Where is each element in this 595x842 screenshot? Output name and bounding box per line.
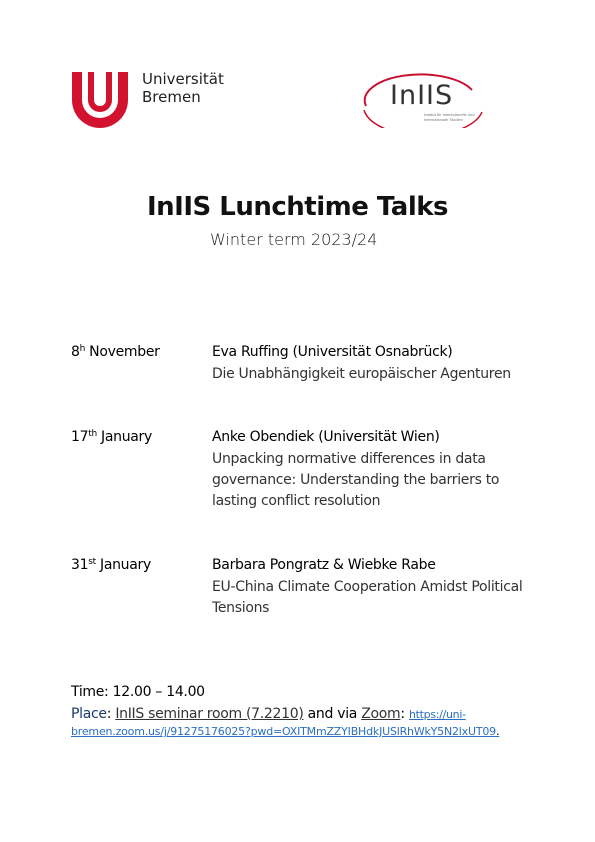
place-info: Place: InIIS seminar room (7.2210) and via Zoom: https://uni- (71, 706, 466, 722)
talk-date: 17th January (71, 429, 152, 445)
talk-speaker: Eva Ruffing (Universität Osnabrück) (212, 344, 453, 360)
university-line1: Universität (142, 70, 224, 88)
page-title: InIIS Lunchtime Talks (146, 192, 449, 222)
talk-speaker: Anke Obendiek (Universität Wien) (212, 429, 440, 445)
time-info: Time: 12.00 – 14.00 (71, 684, 205, 700)
university-name (142, 70, 224, 106)
talk-topic: Die Unabhängigkeit europäischer Agenturen (212, 366, 511, 382)
talk-speaker: Barbara Pongratz & Wiebke Rabe (212, 557, 436, 573)
page-subtitle: Winter term 2023/24 (210, 230, 378, 249)
zoom-url-link-part1[interactable]: https://uni- (408, 708, 466, 721)
talk-topic: EU-China Climate Cooperation Amidst Political Tensions (212, 579, 523, 616)
university-bremen-logo (70, 70, 240, 130)
zoom-link[interactable]: Zoom (361, 706, 401, 722)
room-link[interactable]: InIIS seminar room (7.2210) (115, 706, 304, 722)
talk-date: 8$^h$ November (71, 344, 160, 360)
place-label: Place (71, 706, 107, 722)
talk-date: 31st January (71, 557, 151, 573)
talk-topic: Unpacking normative differences in data governance: Understanding the barriers to lasting conflict resolution (212, 451, 500, 509)
institute-name: InIIS (390, 80, 454, 111)
zoom-url-link-part2[interactable]: bremen.zoom.us/j/91275176025?pwd=OXITMmZZYIBHdkJUSlRhWkY5N2lxUT09. (71, 725, 500, 738)
university-line2: Bremen (142, 88, 201, 106)
ub-emblem-icon (70, 70, 130, 130)
iniis-logo (360, 72, 490, 128)
institute-subtitle: Institut für Interkulturelle und Internationale Studien (424, 112, 475, 122)
